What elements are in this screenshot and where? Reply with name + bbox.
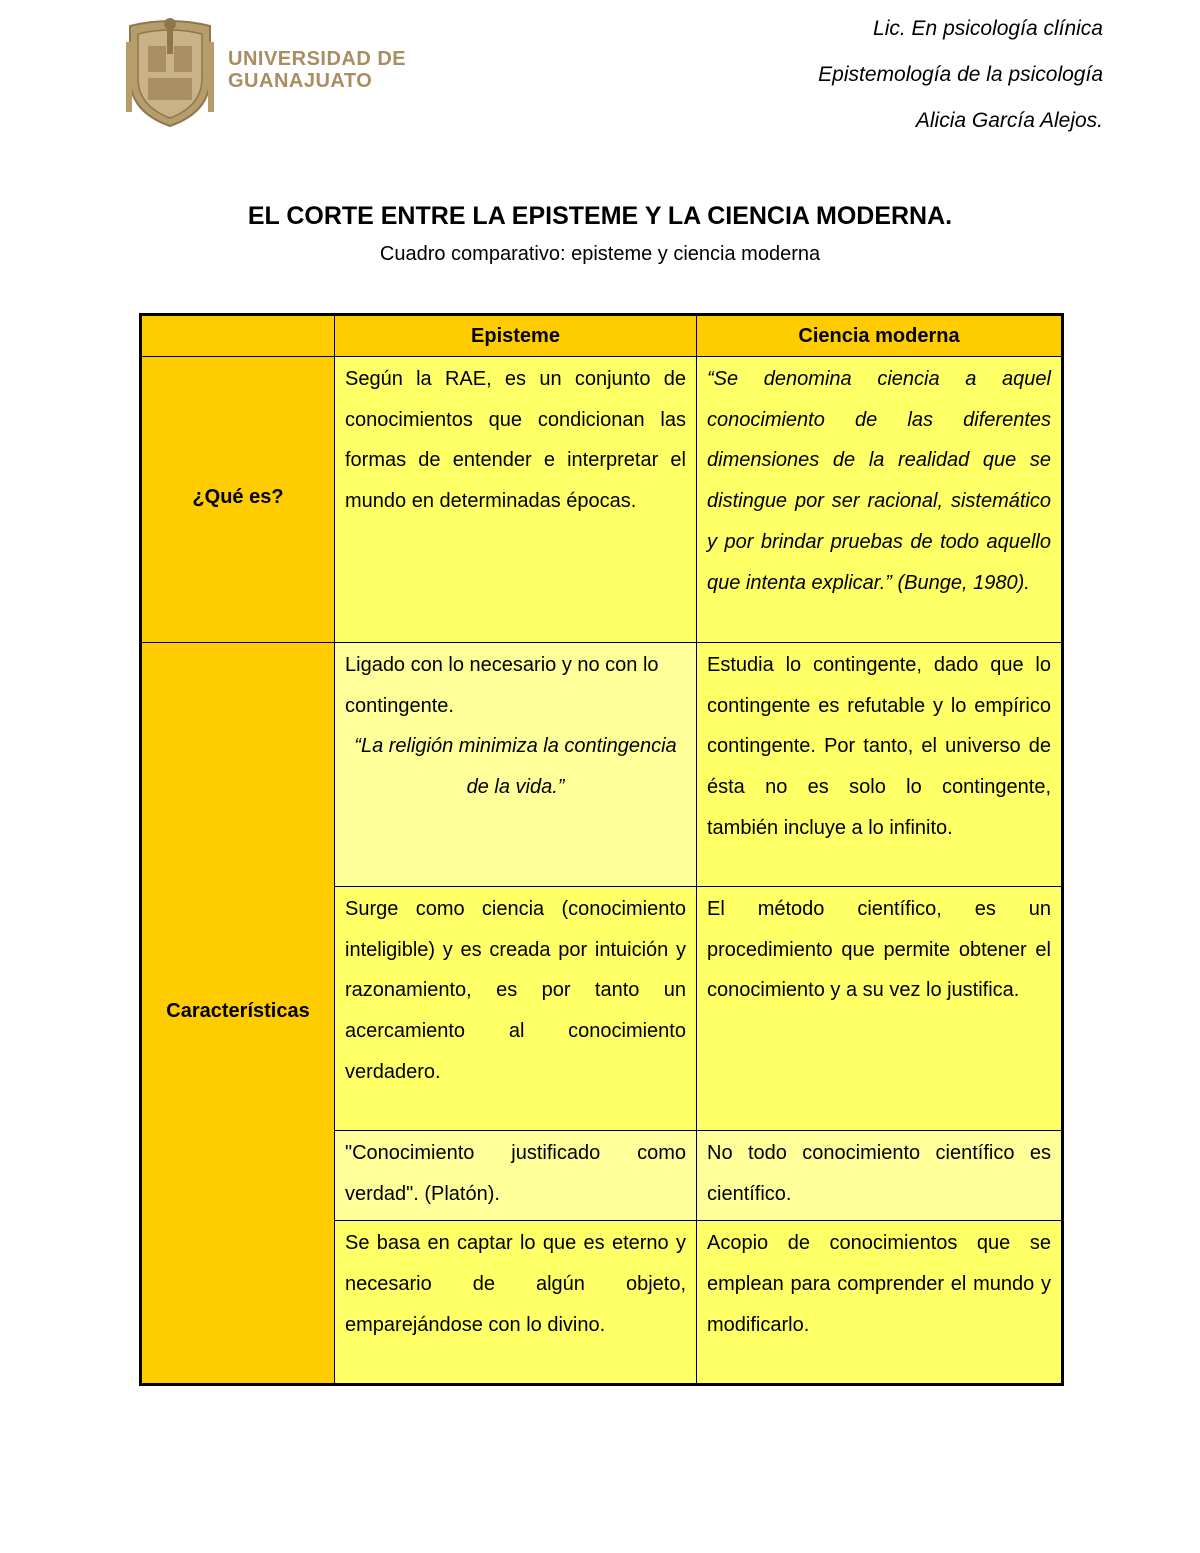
cell-episteme-characteristic: "Conocimiento justificado como verdad". (Platón). xyxy=(335,1131,697,1221)
author-name: Alicia García Alejos. xyxy=(915,109,1103,132)
cell-ciencia-characteristic: No todo conocimiento científico es científico. xyxy=(697,1131,1063,1221)
cell-episteme-characteristic: Surge como ciencia (conocimiento inteligible) y es creada por intuición y razonamiento, es por tanto un acercamiento al conocimiento verdadero. xyxy=(335,887,697,1131)
table-row xyxy=(141,357,1063,643)
cell-ciencia-definition: “Se denomina ciencia a aquel conocimiento de las diferentes dimensiones de la realidad que se distingue por ser racional, sistemático y por brindar pruebas de todo aquello que intenta explicar.” (Bunge, 1980). xyxy=(697,357,1063,643)
header-ciencia-moderna: Ciencia moderna xyxy=(697,315,1063,357)
course-name: Epistemología de la psicología xyxy=(818,63,1103,86)
university-logo xyxy=(124,16,424,128)
comparison-table xyxy=(139,313,1064,1386)
course-header xyxy=(818,17,1103,155)
cell-episteme-characteristic xyxy=(335,643,697,887)
header-episteme: Episteme xyxy=(335,315,697,357)
program-name: Lic. En psicología clínica xyxy=(873,17,1103,40)
table-row xyxy=(141,643,1063,887)
cell-episteme-characteristic: Se basa en captar lo que es eterno y necesario de algún objeto, emparejándose con lo divino. xyxy=(335,1221,697,1385)
university-wordmark: UNIVERSIDAD DE GUANAJUATO xyxy=(228,48,407,92)
cell-ciencia-characteristic: Estudia lo contingente, dado que lo contingente es refutable y lo empírico contingente. Por tanto, el universo de ésta no es solo lo contingente, también incluye a lo infinito. xyxy=(697,643,1063,887)
religion-quote: “La religión minimiza la contingencia de la vida.” xyxy=(354,735,677,799)
document-subtitle: Cuadro comparativo: episteme y ciencia moderna xyxy=(379,243,821,265)
university-seal-icon xyxy=(124,16,216,128)
document-title: EL CORTE ENTRE LA EPISTEME Y LA CIENCIA MODERNA. xyxy=(247,202,953,230)
cell-ciencia-characteristic: Acopio de conocimientos que se emplean para comprender el mundo y modificarlo. xyxy=(697,1221,1063,1385)
cell-ciencia-characteristic: El método científico, es un procedimiento que permite obtener el conocimiento y a su vez lo justifica. xyxy=(697,887,1063,1131)
cell-episteme-definition: Según la RAE, es un conjunto de conocimientos que condicionan las formas de entender e interpretar el mundo en determinadas épocas. xyxy=(335,357,697,643)
header-empty-cell xyxy=(141,315,335,357)
row-label-caracteristicas: Características xyxy=(141,643,335,1385)
row-label-que-es: ¿Qué es? xyxy=(141,357,335,643)
episteme-text: Ligado con lo necesario y no con lo contingente. xyxy=(345,654,659,717)
table-header-row xyxy=(141,315,1063,357)
